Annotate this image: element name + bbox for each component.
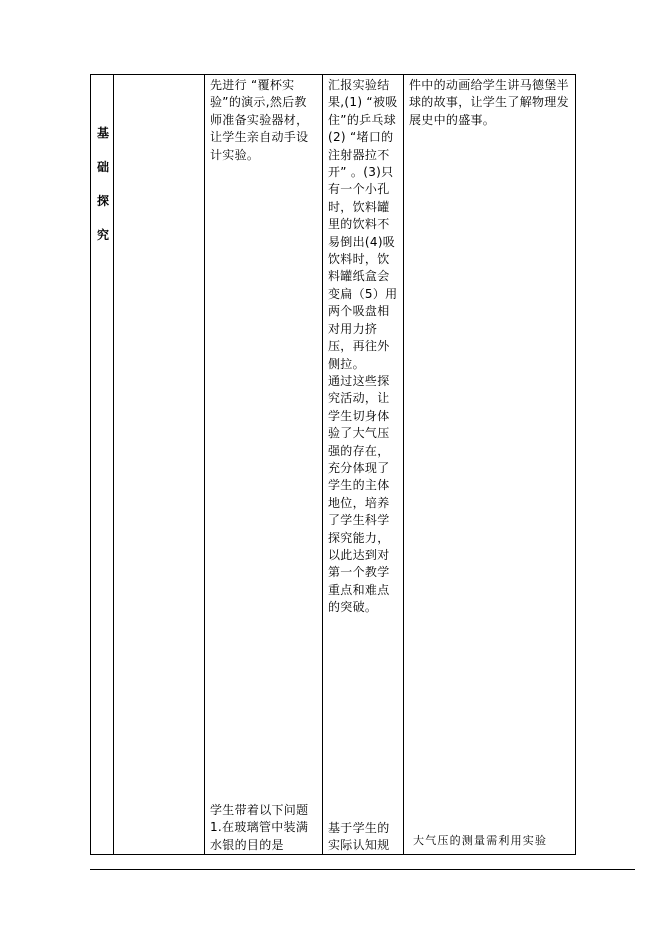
stage-char: 究 — [97, 228, 110, 242]
stage-label — [97, 127, 109, 263]
notes-text: 件中的动画给学生讲马德堡半球的故事，让学生了解物理发展史中的盛事。 — [409, 78, 569, 127]
stage-char: 基 — [97, 126, 110, 140]
notes-text-2: 大气压的测量需利用实验 — [413, 834, 548, 847]
stage-char: 础 — [97, 160, 110, 174]
column-divider — [113, 75, 114, 854]
stage-char: 探 — [97, 194, 110, 208]
student-activity-text-2: 基于学生的实际认知规 — [328, 821, 390, 853]
footer-rule — [90, 869, 635, 870]
teacher-activity-text-2: 学生带着以下问题1.在玻璃管中装满水银的目的是 — [210, 803, 309, 852]
design-intent-text: 通过这些探究活动，让学生切身体验了大气压强的存在，充分体现了学生的主体地位，培养了学生科学探究能力，以此达到对第一个教学重点和难点的突破。 — [328, 374, 390, 615]
teacher-activity-text: 先进行 “覆杯实验”的演示,然后教师准备实验器材，让学生亲自动手设计实验。 — [210, 78, 309, 162]
column-divider — [403, 75, 404, 854]
column-divider — [322, 75, 323, 854]
student-activity-text: 汇报实验结果,(1) “被吸住”的乒乓球(2) “堵口的注射器拉不开” 。(3)只有一个小孔时，饮料罐里的饮料不易倒出(4)吸饮料时，饮料罐纸盒会变扁（5）用两个吸盘相对用力挤压，再往外侧拉。 — [328, 78, 398, 371]
column-divider — [204, 75, 205, 854]
lesson-table — [90, 74, 576, 855]
